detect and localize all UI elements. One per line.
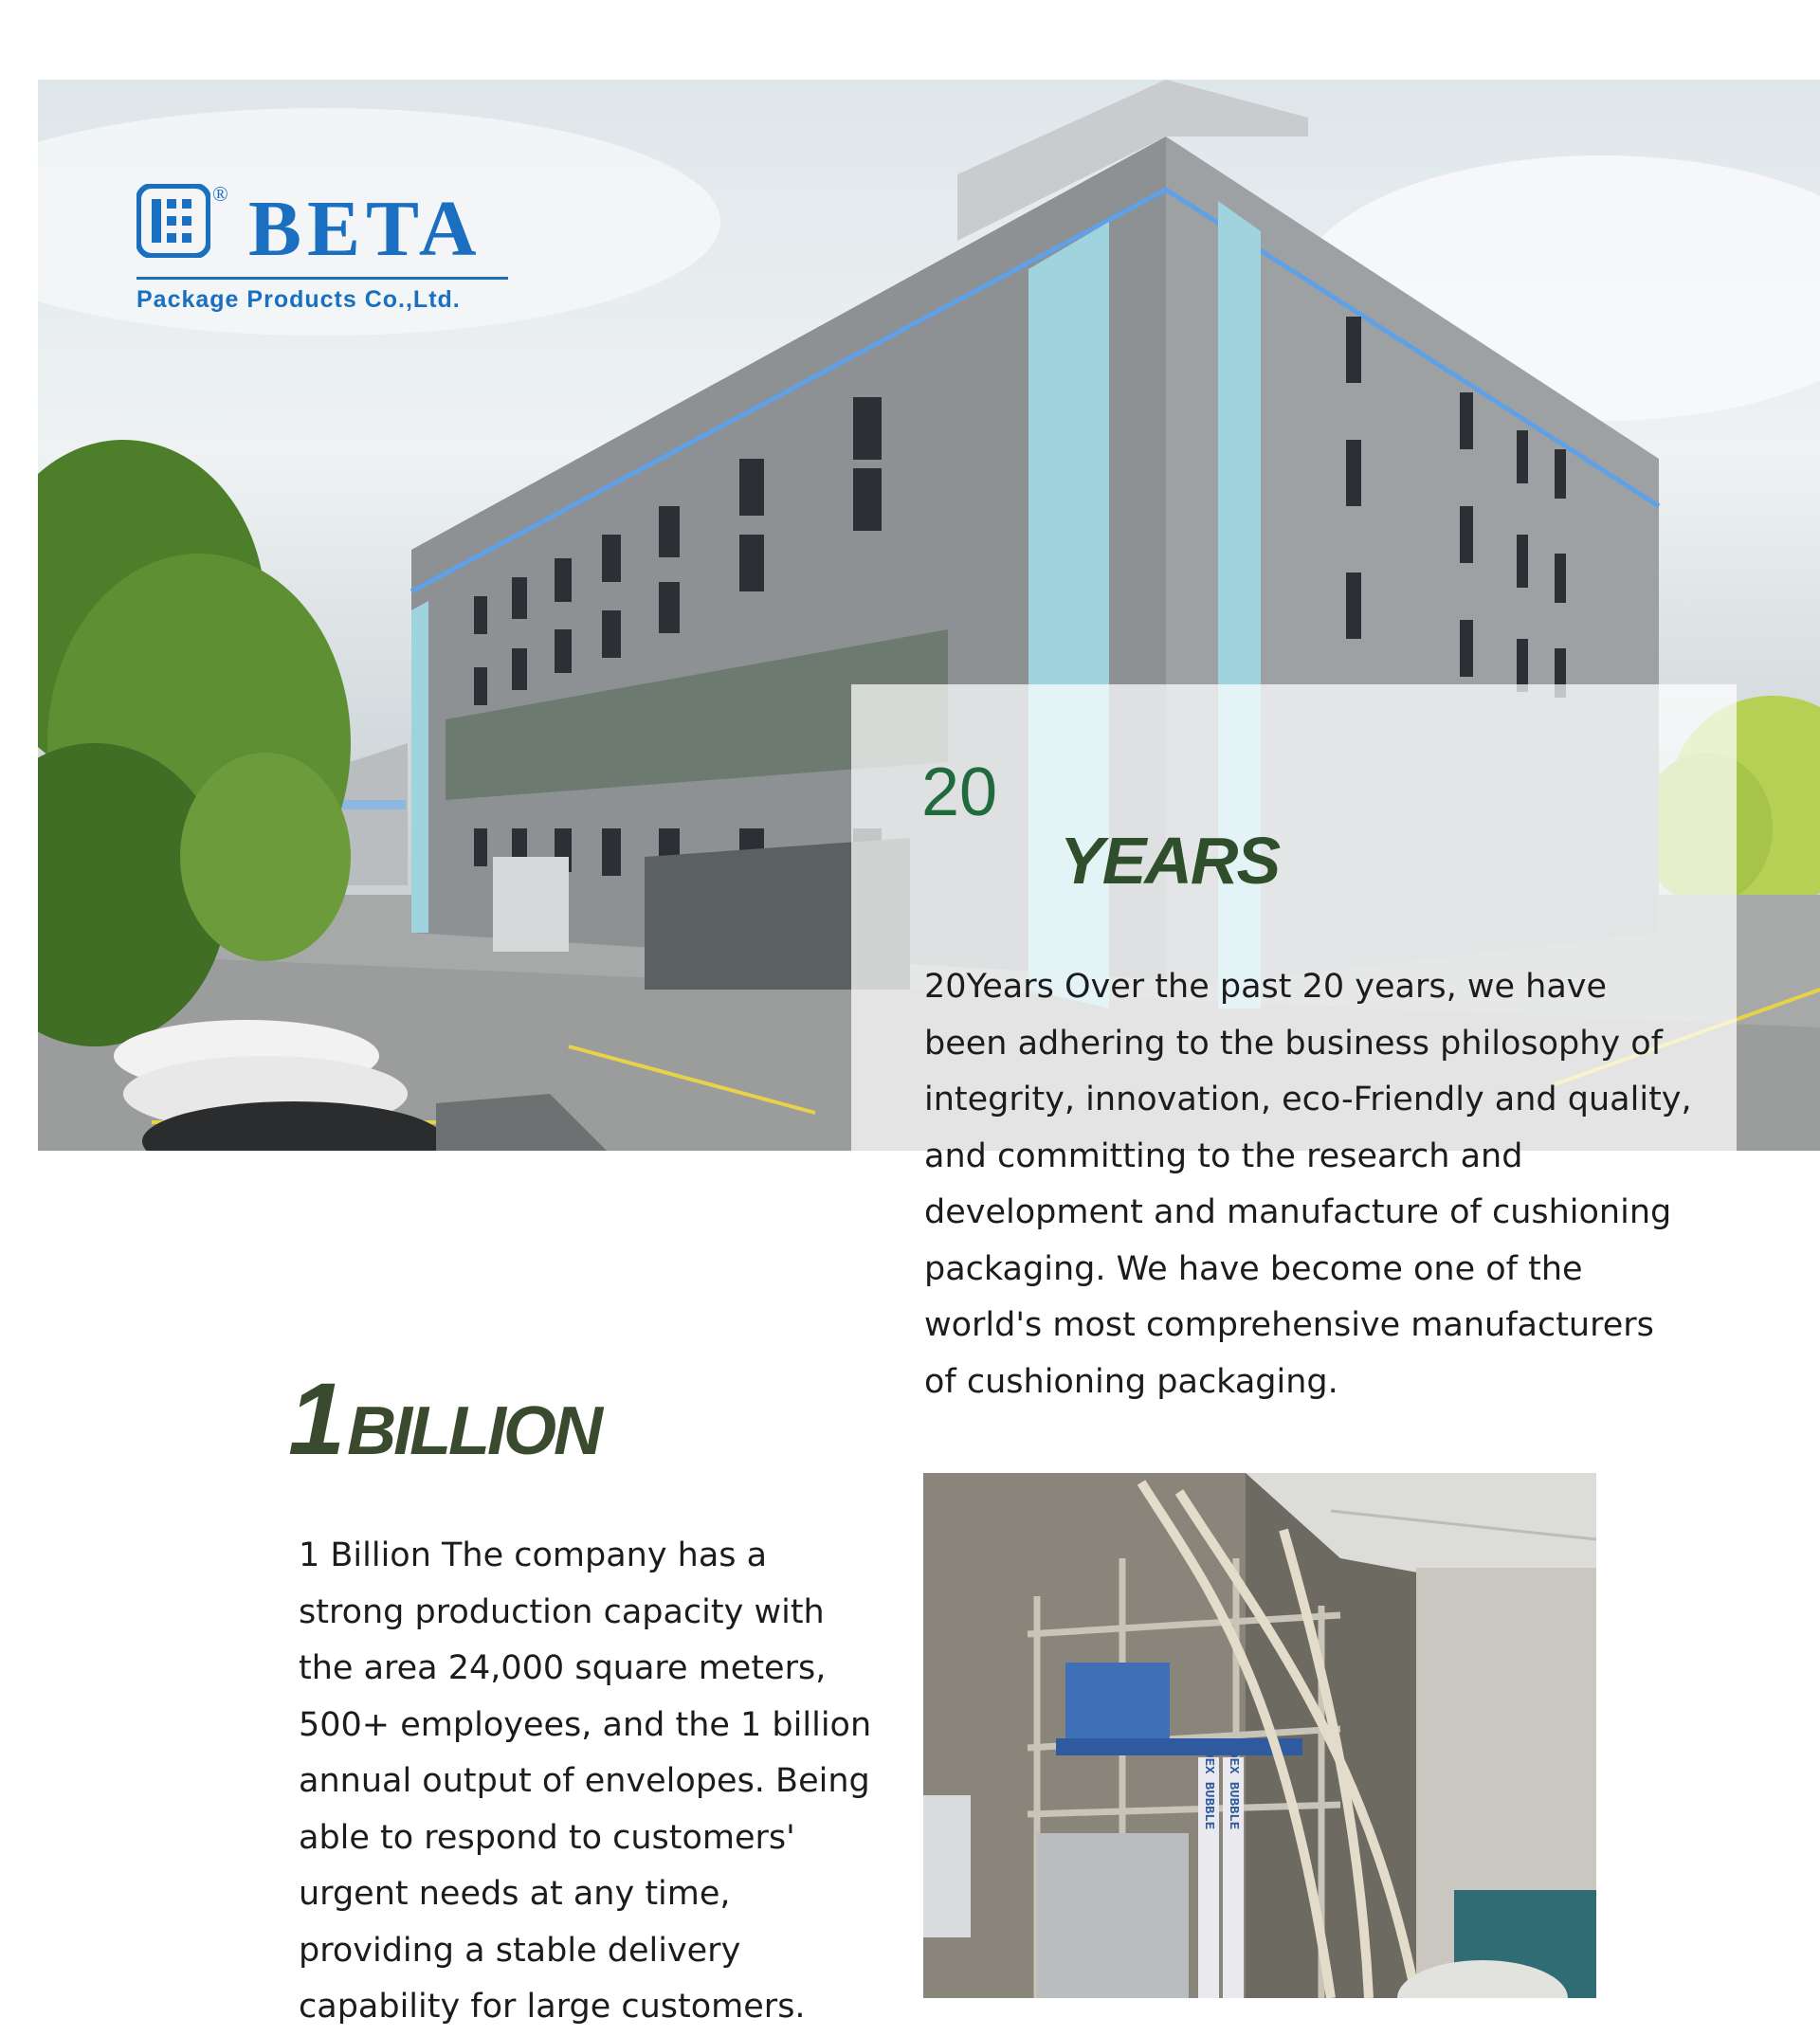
brand-subtitle: Package Products Co.,Ltd.	[136, 286, 461, 313]
logo-divider	[136, 277, 508, 280]
registered-mark: ®	[212, 182, 228, 206]
billion-word: BILLION	[347, 1393, 601, 1469]
years-number: 20	[921, 754, 998, 830]
beta-logo-icon	[136, 184, 210, 258]
production-machine-photo	[923, 1473, 1596, 1998]
billion-description: 1 Billion The company has a strong production capacity with the area 24,000 square meters, 500+ employees, and the 1 billion annual output of envelopes. Being able to respond to customers' urgent needs at any time, providing a stable delivery capability for large customers.	[299, 1536, 872, 2026]
machine-label-1: COEX BUBBLE	[1201, 1741, 1216, 1830]
billion-heading	[288, 1361, 601, 1483]
machine-label-2: COEX BUBBLE	[1226, 1741, 1241, 1830]
years-heading: YEARS	[1060, 824, 1280, 898]
years-description: 20Years Over the past 20 years, we have been adhering to the business philosophy of integrity, innovation, eco-Friendly and quality, and committing to the research and development and manufacture of cushioning packaging. We have become one of the world's most comprehensive manufacturers of cushioning packaging.	[924, 968, 1692, 1401]
brand-name: BETA	[248, 185, 482, 273]
factory-photo	[923, 1473, 1596, 1998]
billion-number: 1	[288, 1361, 342, 1476]
